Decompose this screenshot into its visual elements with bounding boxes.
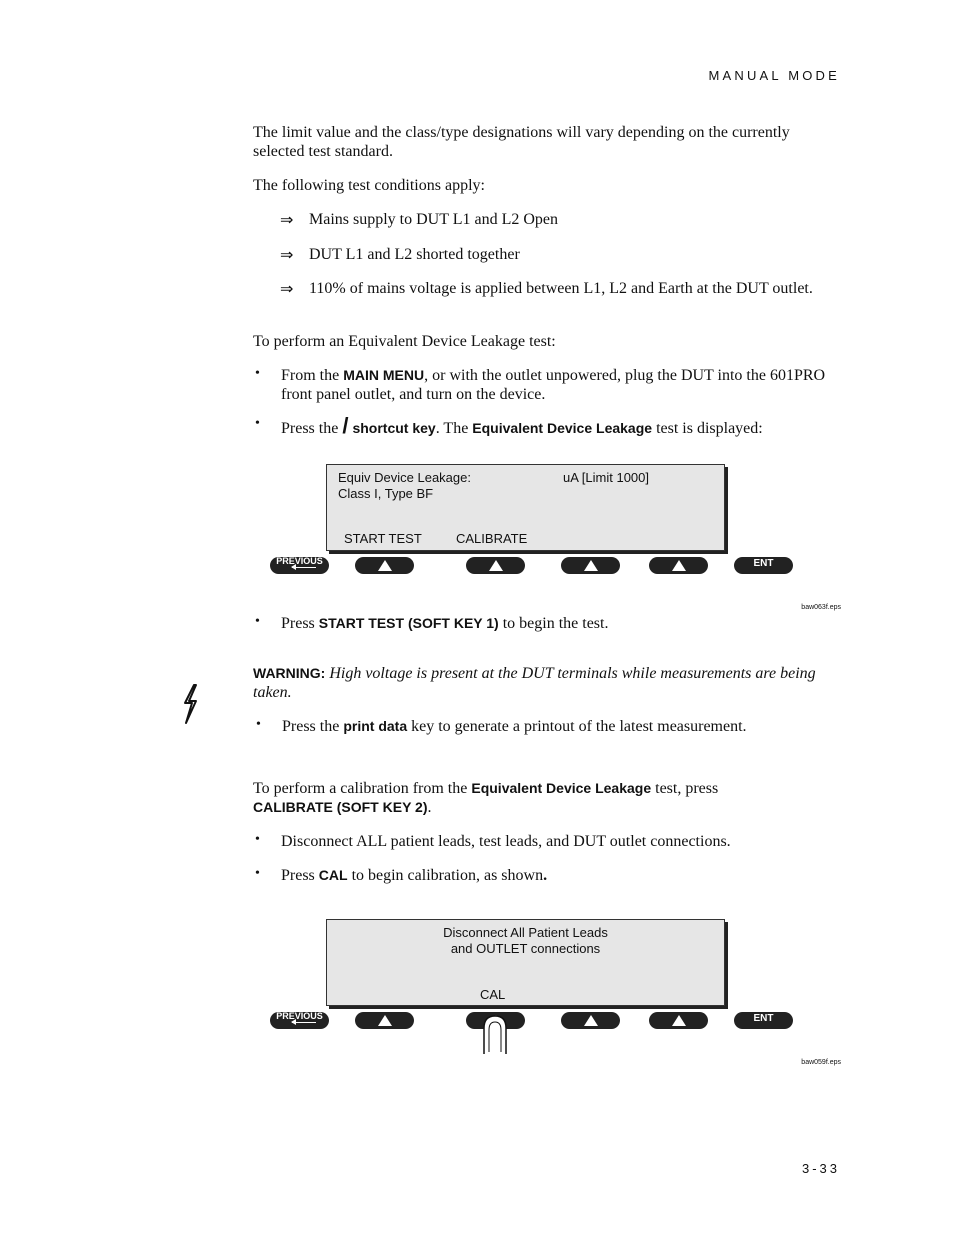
previous-key[interactable]: PREVIOUS xyxy=(270,557,329,574)
perform-intro: To perform an Equivalent Device Leakage test: xyxy=(253,333,556,350)
bullet-icon: • xyxy=(255,832,260,847)
bullet-icon: • xyxy=(255,366,260,381)
warning-text: High voltage is present at the DUT terminals while measurements are being taken. xyxy=(253,665,816,701)
lcd-softkey1-label: START TEST xyxy=(344,531,422,546)
section-header: MANUAL MODE xyxy=(708,68,840,83)
lcd-softkey2-label: CALIBRATE xyxy=(456,531,528,546)
softkey-4[interactable] xyxy=(649,1012,708,1029)
bullet-icon: • xyxy=(255,416,260,431)
condition-item: DUT L1 and L2 shorted together xyxy=(309,246,520,263)
figure-caption: baw059f.eps xyxy=(801,1059,841,1066)
bullet-icon: • xyxy=(255,614,260,629)
step-press-cal: Press CAL to begin calibration, as shown. xyxy=(281,867,548,884)
step-print-data: Press the print data key to generate a printout of the latest measurement. xyxy=(282,718,747,735)
implies-arrow-icon: ⇒ xyxy=(280,247,294,264)
lcd-message-line2: and OUTLET connections xyxy=(450,941,601,956)
lcd-display xyxy=(326,464,725,551)
lcd-message-line1: Disconnect All Patient Leads xyxy=(443,925,608,940)
step-press-shortcut: Press the / shortcut key. The Equivalent Device Leakage test is displayed: xyxy=(281,413,763,438)
lcd-softkey2-label: CAL xyxy=(480,987,506,1002)
intro-paragraph: The limit value and the class/type designations will vary depending on the currently selected test standard. xyxy=(253,124,790,160)
lcd-display xyxy=(326,919,725,1006)
implies-arrow-icon: ⇒ xyxy=(280,212,294,229)
softkey-1[interactable] xyxy=(355,557,414,574)
finger-press-icon xyxy=(479,1014,511,1056)
warning-block xyxy=(253,664,833,702)
softkey-3[interactable] xyxy=(561,557,620,574)
softkey-1[interactable] xyxy=(355,1012,414,1029)
enter-key[interactable]: ENT xyxy=(734,557,793,574)
condition-item: 110% of mains voltage is applied between L1, L2 and Earth at the DUT outlet. xyxy=(309,280,813,297)
high-voltage-icon xyxy=(178,683,202,725)
condition-item: Mains supply to DUT L1 and L2 Open xyxy=(309,211,559,228)
step-disconnect: Disconnect ALL patient leads, test leads, and DUT outlet connections. xyxy=(281,833,731,850)
step-start-test: Press START TEST (SOFT KEY 1) to begin the test. xyxy=(281,615,609,632)
bullet-icon: • xyxy=(255,866,260,881)
warning-label: WARNING: xyxy=(253,665,326,681)
step-from-main-menu: From the MAIN MENU, or with the outlet unpowered, plug the DUT into the 601PRO front panel outlet, and turn on the device. xyxy=(281,367,826,403)
softkey-2[interactable] xyxy=(466,557,525,574)
softkey-3[interactable] xyxy=(561,1012,620,1029)
softkey-4[interactable] xyxy=(649,557,708,574)
implies-arrow-icon: ⇒ xyxy=(280,281,294,298)
figure-caption: baw063f.eps xyxy=(801,604,841,611)
conditions-intro: The following test conditions apply: xyxy=(253,177,485,194)
previous-key[interactable]: PREVIOUS xyxy=(270,1012,329,1029)
lcd-limit: uA [Limit 1000] xyxy=(563,470,649,485)
lcd-test-name: Equiv Device Leakage: xyxy=(338,470,471,485)
lcd-class-type: Class I, Type BF xyxy=(338,486,434,501)
page-number: 3-33 xyxy=(801,1161,840,1176)
bullet-icon: • xyxy=(256,717,261,732)
enter-key[interactable]: ENT xyxy=(734,1012,793,1029)
slash-key-icon: / xyxy=(342,413,349,438)
calibration-intro: To perform a calibration from the Equivalent Device Leakage test, press CALIBRATE (SOFT KEY 2). xyxy=(253,780,719,816)
